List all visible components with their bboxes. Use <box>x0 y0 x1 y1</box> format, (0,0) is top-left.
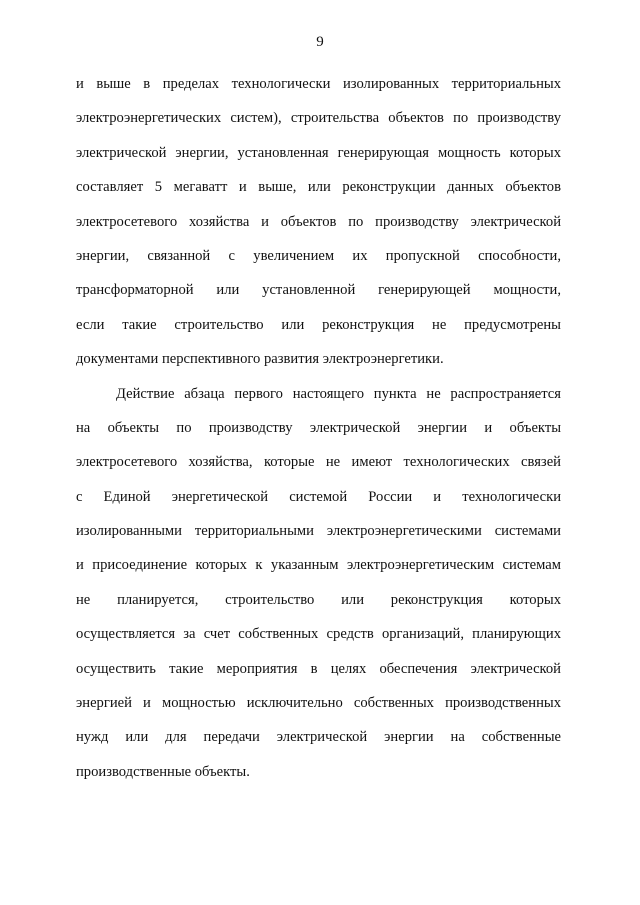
text-line: с Единой энергетической системой России и технологически <box>76 488 561 505</box>
text-line: трансформаторной или установленной генерирующей мощности, <box>76 282 561 299</box>
text-line: осуществляется за счет собственных средств организаций, планирующих <box>76 626 561 643</box>
paragraph-1 <box>76 67 561 377</box>
text-line: нужд или для передачи электрической энергии на собственные <box>76 729 561 746</box>
document-body <box>76 67 561 789</box>
text-line: документами перспективного развития электроэнергетики. <box>76 351 444 368</box>
text-line: осуществить такие мероприятия в целях обеспечения электрической <box>76 660 561 677</box>
text-line: если такие строительство или реконструкция не предусмотрены <box>76 316 561 333</box>
text-line: и выше в пределах технологически изолированных территориальных <box>76 76 561 92</box>
paragraph-2 <box>76 377 561 790</box>
text-line: электросетевого хозяйства и объектов по производству электрической <box>76 213 561 230</box>
text-line: Действие абзаца первого настоящего пункта не распространяется <box>116 385 561 402</box>
text-line: электрической энергии, установленная генерирующая мощность которых <box>76 144 561 161</box>
text-line: электросетевого хозяйства, которые не имеют технологических связей <box>76 454 561 471</box>
text-line: и присоединение которых к указанным электроэнергетическим системам <box>76 557 561 574</box>
text-line: изолированными территориальными электроэнергетическими системами <box>76 523 561 540</box>
text-line: на объекты по производству электрической энергии и объекты <box>76 419 561 436</box>
text-line: электроэнергетических систем), строительства объектов по производству <box>76 110 561 127</box>
text-line: производственные объекты. <box>76 763 250 780</box>
text-line: энергии, связанной с увеличением их пропускной способности, <box>76 247 561 264</box>
text-line: энергией и мощностью исключительно собственных производственных <box>76 695 561 712</box>
text-line: не планируется, строительство или реконструкция которых <box>76 591 561 608</box>
page-number: 9 <box>316 34 324 50</box>
text-line: составляет 5 мегаватт и выше, или реконструкции данных объектов <box>76 179 561 196</box>
